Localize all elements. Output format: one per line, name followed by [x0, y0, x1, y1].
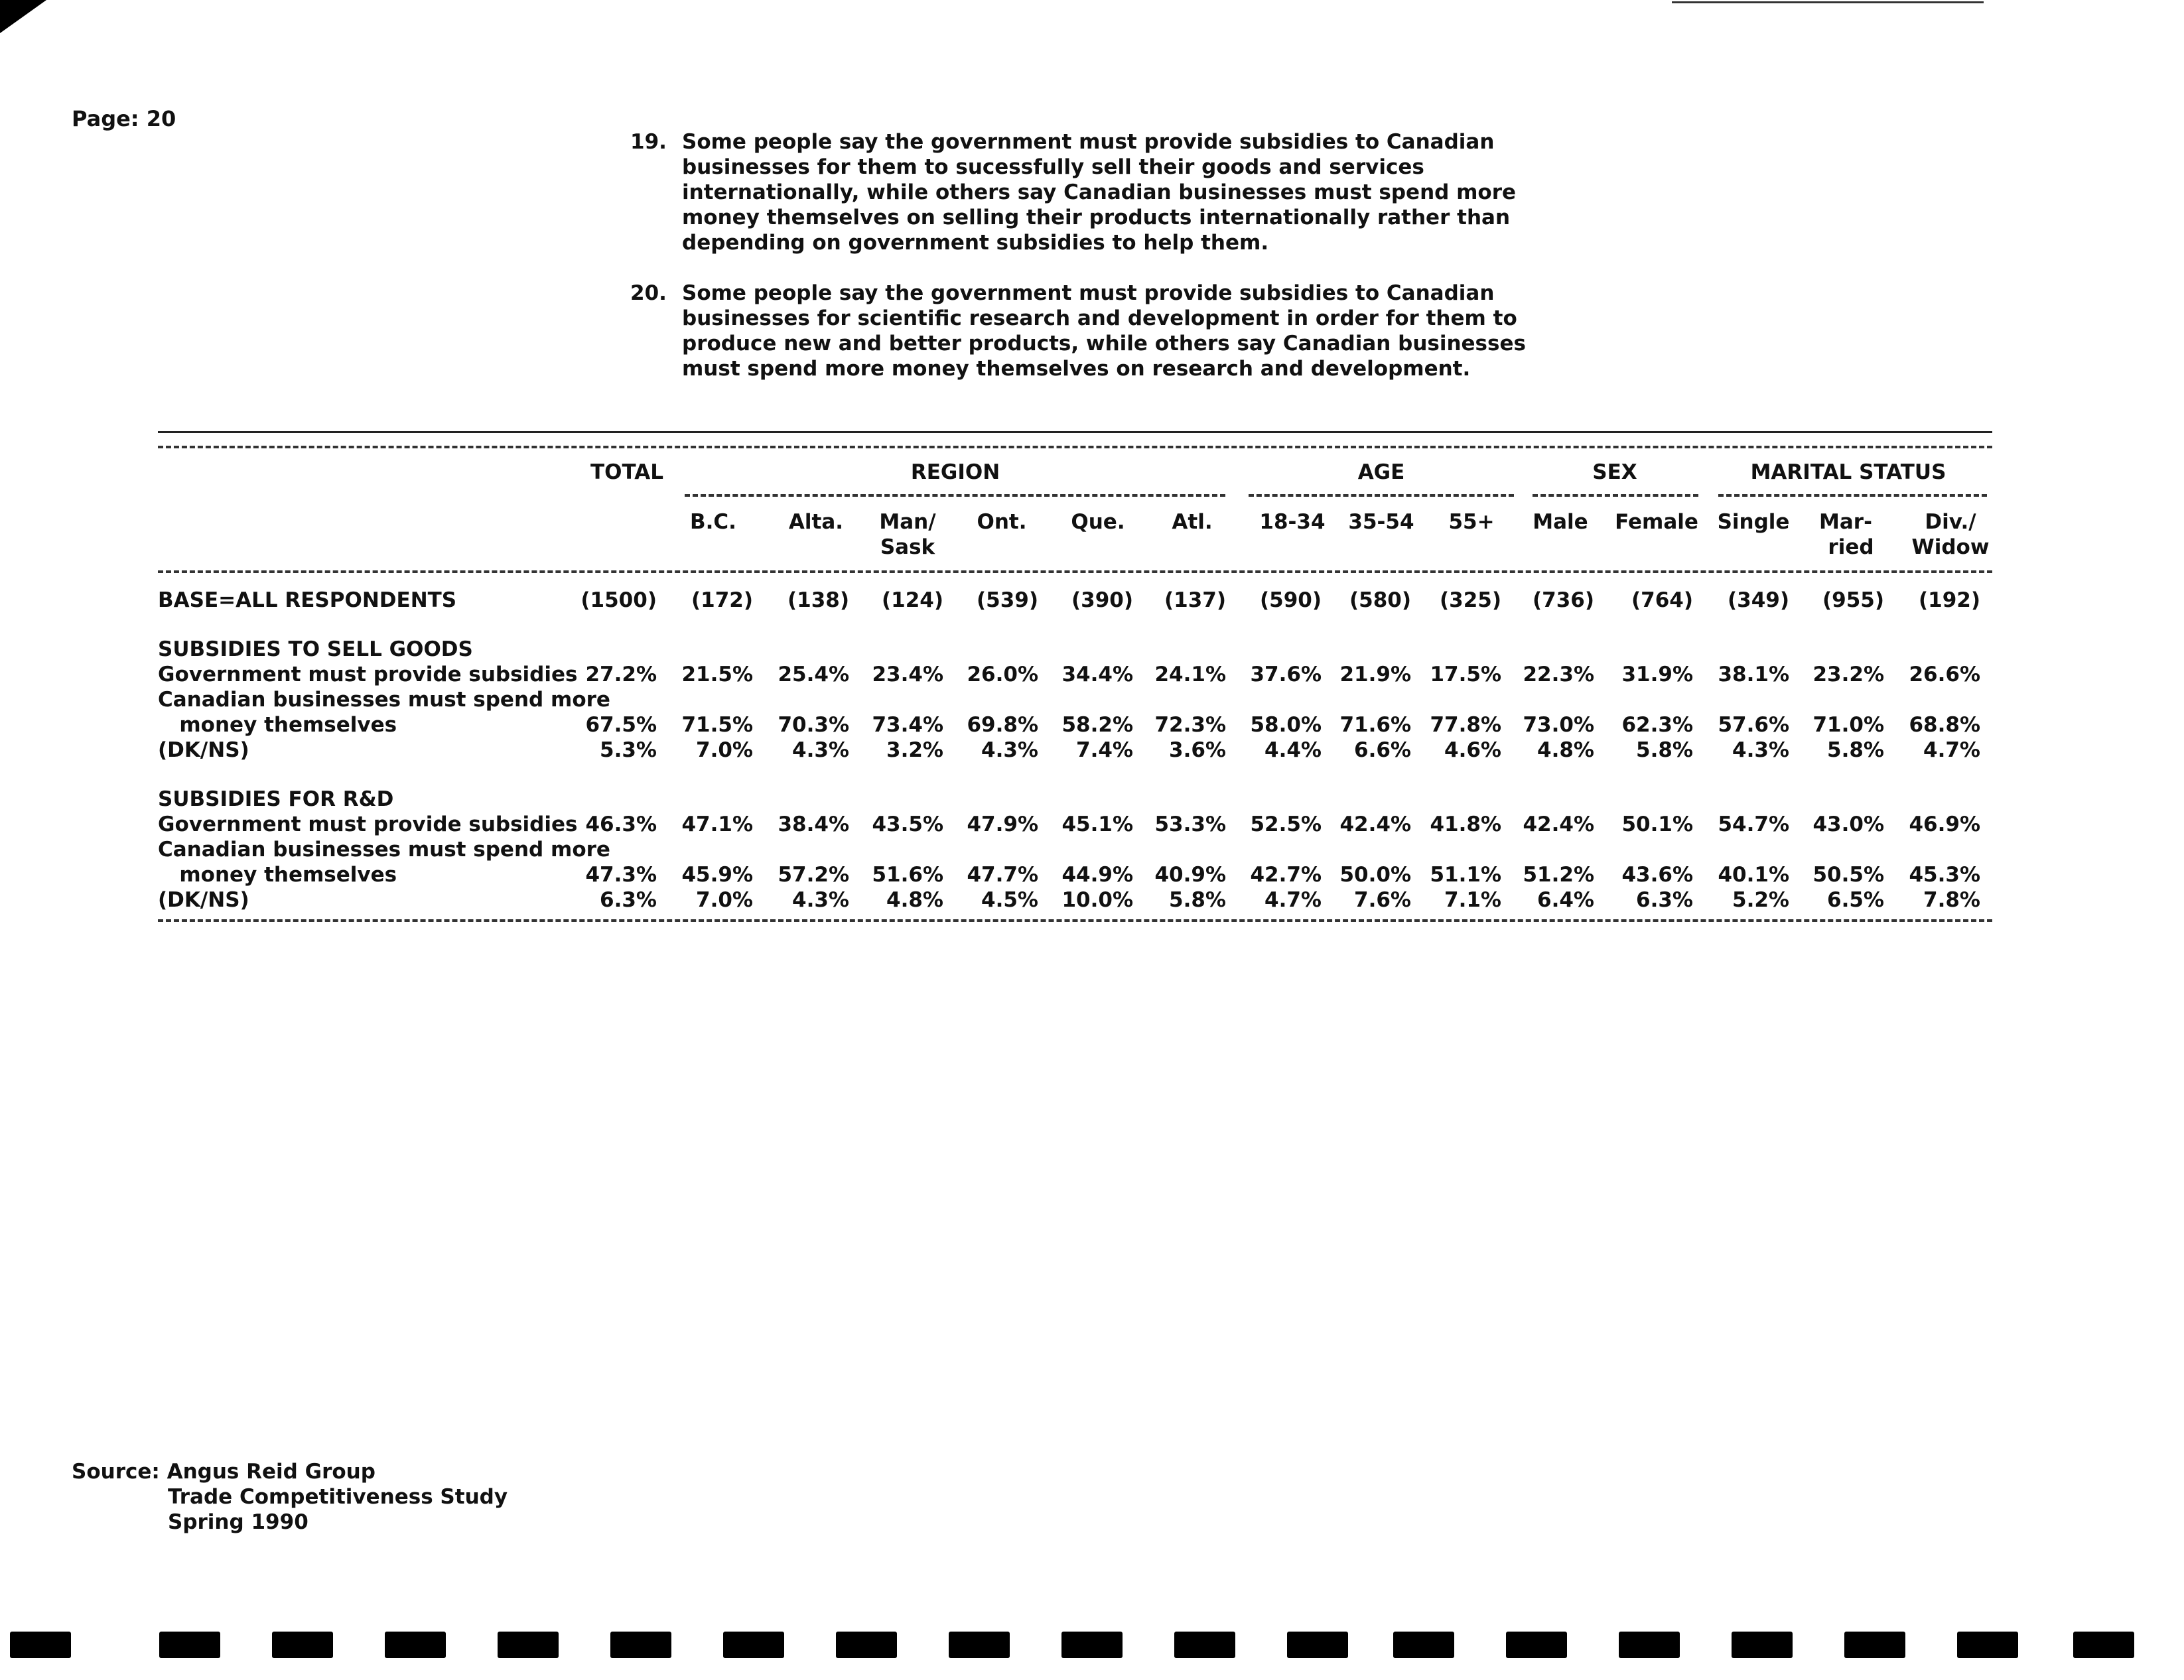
corner-mark: [0, 0, 46, 33]
table-cell: 71.0%: [1812, 713, 1884, 737]
row-label: (DK/NS): [158, 888, 249, 912]
table-cell: 4.3%: [792, 888, 849, 912]
table-cell: 31.9%: [1621, 663, 1693, 686]
table-cell: 7.6%: [1354, 888, 1411, 912]
table-cell: 7.1%: [1444, 888, 1501, 912]
table-cell: 45.9%: [681, 863, 753, 887]
col-header-female: Female: [1615, 510, 1698, 534]
table-cell: 3.6%: [1169, 738, 1226, 762]
table-top-rule: [158, 431, 1992, 433]
table-header-rule: [158, 446, 1992, 448]
table-cell: 57.6%: [1718, 713, 1789, 737]
table-cell: 73.4%: [872, 713, 943, 737]
table-cell: 5.3%: [600, 738, 657, 762]
col-header-que: Que.: [1071, 510, 1125, 534]
row-label-continued: money themselves: [158, 863, 397, 887]
table-cell: 42.4%: [1523, 812, 1594, 836]
row-label: Government must provide subsidies: [158, 812, 578, 836]
table-cell: 4.7%: [1264, 888, 1322, 912]
table-cell: 57.2%: [778, 863, 849, 887]
group-header-sex: SEX: [1592, 460, 1637, 484]
row-label-continued: money themselves: [158, 713, 397, 737]
table-cell: 22.3%: [1523, 663, 1594, 686]
table-cell: 6.4%: [1537, 888, 1594, 912]
source-note: [72, 1459, 508, 1535]
source-line: Source: Angus Reid Group: [72, 1460, 375, 1484]
table-cell: (736): [1532, 588, 1594, 612]
marital-underline: [1718, 494, 1987, 497]
base-row-label: BASE=ALL RESPONDENTS: [158, 588, 457, 612]
table-cell: 23.2%: [1812, 663, 1884, 686]
question-number: 20.: [630, 281, 667, 305]
question-20: [630, 281, 1572, 381]
section-title: SUBSIDIES FOR R&D: [158, 787, 394, 811]
row-label: Canadian businesses must spend more: [158, 688, 610, 712]
table-cell: 5.2%: [1732, 888, 1789, 912]
table-cell: 44.9%: [1061, 863, 1133, 887]
table-bottom-rule: [158, 919, 1992, 922]
registration-block: [1393, 1632, 1454, 1658]
registration-block: [1174, 1632, 1235, 1658]
table-cell: 45.3%: [1909, 863, 1980, 887]
table-cell: 47.3%: [585, 863, 657, 887]
table-cell: 38.1%: [1718, 663, 1789, 686]
table-cell: 50.1%: [1621, 812, 1693, 836]
table-cell: 4.8%: [886, 888, 943, 912]
table-cell: (172): [691, 588, 753, 612]
table-cell: (138): [787, 588, 849, 612]
table-cell: 27.2%: [585, 663, 657, 686]
table-cell: 62.3%: [1621, 713, 1693, 737]
table-cell: (580): [1349, 588, 1411, 612]
table-cell: 51.1%: [1430, 863, 1501, 887]
table-cell: 4.3%: [792, 738, 849, 762]
registration-block: [1619, 1632, 1680, 1658]
top-edge-line: [1672, 1, 1984, 3]
question-text: Some people say the government must provide subsidies to Canadian businesses for them to sucessfully sell their goods and services internationally, while others say Canadian businesses must spend more money themselves on selling their products internationally rather than depending on government subsidies to help them.: [682, 130, 1517, 255]
col-header-18-34: 18-34: [1259, 510, 1326, 534]
table-cell: 50.0%: [1339, 863, 1411, 887]
table-cell: 7.4%: [1076, 738, 1133, 762]
table-cell: (349): [1727, 588, 1789, 612]
col-header-mar: Mar-: [1819, 510, 1872, 534]
registration-marks: [0, 1632, 2184, 1661]
table-cell: 5.8%: [1169, 888, 1226, 912]
table-cell: 7.8%: [1923, 888, 1980, 912]
table-cell: 25.4%: [778, 663, 849, 686]
col-header-man: Man/: [879, 510, 936, 534]
table-cell: 38.4%: [778, 812, 849, 836]
table-cell: 6.6%: [1354, 738, 1411, 762]
table-cell: 4.3%: [981, 738, 1038, 762]
registration-block: [2073, 1632, 2134, 1658]
table-cell: 5.8%: [1827, 738, 1884, 762]
col-header-alta: Alta.: [788, 510, 844, 534]
table-cell: 50.5%: [1812, 863, 1884, 887]
col-header-35-54: 35-54: [1348, 510, 1414, 534]
registration-block: [610, 1632, 671, 1658]
section-title: SUBSIDIES TO SELL GOODS: [158, 637, 473, 661]
table-cell: 67.5%: [585, 713, 657, 737]
region-underline: [685, 494, 1225, 497]
table-cell: 68.8%: [1909, 713, 1980, 737]
registration-block: [1957, 1632, 2018, 1658]
table-cell: (764): [1631, 588, 1693, 612]
table-cell: (539): [976, 588, 1038, 612]
group-header-marital-status: MARITAL STATUS: [1750, 460, 1946, 484]
table-cell: 6.5%: [1827, 888, 1884, 912]
registration-block: [1287, 1632, 1348, 1658]
table-cell: (390): [1071, 588, 1133, 612]
col-header-atl: Atl.: [1172, 510, 1213, 534]
table-cell: 42.4%: [1339, 812, 1411, 836]
sex-underline: [1533, 494, 1698, 497]
table-cell: 10.0%: [1061, 888, 1133, 912]
group-header-region: REGION: [910, 460, 1000, 484]
table-cell: 4.5%: [981, 888, 1038, 912]
col-header-widow: Widow: [1911, 535, 1990, 559]
col-header-male: Male: [1533, 510, 1588, 534]
table-cell: 72.3%: [1154, 713, 1226, 737]
col-header-bc: B.C.: [690, 510, 736, 534]
table-cell: 73.0%: [1523, 713, 1594, 737]
table-cell: 69.8%: [967, 713, 1038, 737]
table-cell: 4.8%: [1537, 738, 1594, 762]
col-header-div: Div./: [1925, 510, 1976, 534]
row-label: Government must provide subsidies: [158, 663, 578, 686]
table-cell: (1500): [580, 588, 657, 612]
table-cell: 46.3%: [585, 812, 657, 836]
table-cell: 4.3%: [1732, 738, 1789, 762]
registration-block: [836, 1632, 897, 1658]
table-cell: 4.4%: [1264, 738, 1322, 762]
source-study: Trade Competitiveness Study: [168, 1485, 508, 1509]
group-header-age: AGE: [1357, 460, 1405, 484]
table-cell: 53.3%: [1154, 812, 1226, 836]
table-cell: 51.6%: [872, 863, 943, 887]
table-cell: 71.5%: [681, 713, 753, 737]
registration-block: [385, 1632, 446, 1658]
question-19: [630, 129, 1572, 255]
table-cell: (955): [1822, 588, 1884, 612]
page-label: Page: 20: [72, 106, 176, 131]
table-cell: 6.3%: [1636, 888, 1693, 912]
col-header-ont: Ont.: [977, 510, 1027, 534]
table-cell: 41.8%: [1430, 812, 1501, 836]
row-label: (DK/NS): [158, 738, 249, 762]
table-cell: 43.6%: [1621, 863, 1693, 887]
table-cell: 45.1%: [1061, 812, 1133, 836]
table-cell: 7.0%: [696, 738, 753, 762]
header-bottom-rule: [158, 570, 1992, 573]
table-cell: 58.0%: [1250, 713, 1322, 737]
table-cell: (192): [1918, 588, 1980, 612]
registration-block: [159, 1632, 220, 1658]
table-cell: (124): [881, 588, 943, 612]
table-cell: 42.7%: [1250, 863, 1322, 887]
table-cell: 54.7%: [1718, 812, 1789, 836]
table-cell: 40.9%: [1154, 863, 1226, 887]
table-cell: 4.7%: [1923, 738, 1980, 762]
table-cell: 6.3%: [600, 888, 657, 912]
table-cell: 47.9%: [967, 812, 1038, 836]
table-cell: 26.0%: [967, 663, 1038, 686]
table-cell: 40.1%: [1718, 863, 1789, 887]
table-cell: 77.8%: [1430, 713, 1501, 737]
table-cell: 58.2%: [1061, 713, 1133, 737]
question-block: [630, 129, 1572, 407]
row-label: Canadian businesses must spend more: [158, 838, 610, 862]
registration-block: [949, 1632, 1010, 1658]
registration-block: [1844, 1632, 1905, 1658]
table-cell: (590): [1259, 588, 1322, 612]
registration-block: [272, 1632, 333, 1658]
registration-block: [1506, 1632, 1567, 1658]
table-cell: 43.0%: [1812, 812, 1884, 836]
source-date: Spring 1990: [168, 1510, 308, 1534]
group-header-total: TOTAL: [590, 460, 663, 484]
table-cell: (137): [1164, 588, 1226, 612]
col-header-55plus: 55+: [1448, 510, 1495, 534]
table-cell: 34.4%: [1061, 663, 1133, 686]
table-cell: 26.6%: [1909, 663, 1980, 686]
question-number: 19.: [630, 130, 667, 154]
col-header-sask: Sask: [880, 535, 935, 559]
table-cell: (325): [1439, 588, 1501, 612]
table-cell: 7.0%: [696, 888, 753, 912]
question-text: Some people say the government must provide subsidies to Canadian businesses for scientific research and development in order for them to produce new and better products, while others say Canadian businesses must spend more money themselves on research and development.: [682, 281, 1526, 381]
table-cell: 21.9%: [1339, 663, 1411, 686]
registration-block: [1061, 1632, 1123, 1658]
table-cell: 52.5%: [1250, 812, 1322, 836]
col-header-single: Single: [1717, 510, 1790, 534]
table-cell: 70.3%: [778, 713, 849, 737]
registration-block: [1732, 1632, 1793, 1658]
table-cell: 71.6%: [1339, 713, 1411, 737]
col-header-ried: ried: [1828, 535, 1874, 559]
table-cell: 21.5%: [681, 663, 753, 686]
table-cell: 3.2%: [886, 738, 943, 762]
registration-block: [10, 1632, 71, 1658]
table-cell: 51.2%: [1523, 863, 1594, 887]
table-cell: 5.8%: [1636, 738, 1693, 762]
table-cell: 47.1%: [681, 812, 753, 836]
table-cell: 4.6%: [1444, 738, 1501, 762]
table-cell: 17.5%: [1430, 663, 1501, 686]
table-cell: 46.9%: [1909, 812, 1980, 836]
table-cell: 43.5%: [872, 812, 943, 836]
table-cell: 37.6%: [1250, 663, 1322, 686]
age-underline: [1249, 494, 1514, 497]
table-cell: 24.1%: [1154, 663, 1226, 686]
registration-block: [498, 1632, 559, 1658]
table-cell: 47.7%: [967, 863, 1038, 887]
table-cell: 23.4%: [872, 663, 943, 686]
registration-block: [723, 1632, 784, 1658]
